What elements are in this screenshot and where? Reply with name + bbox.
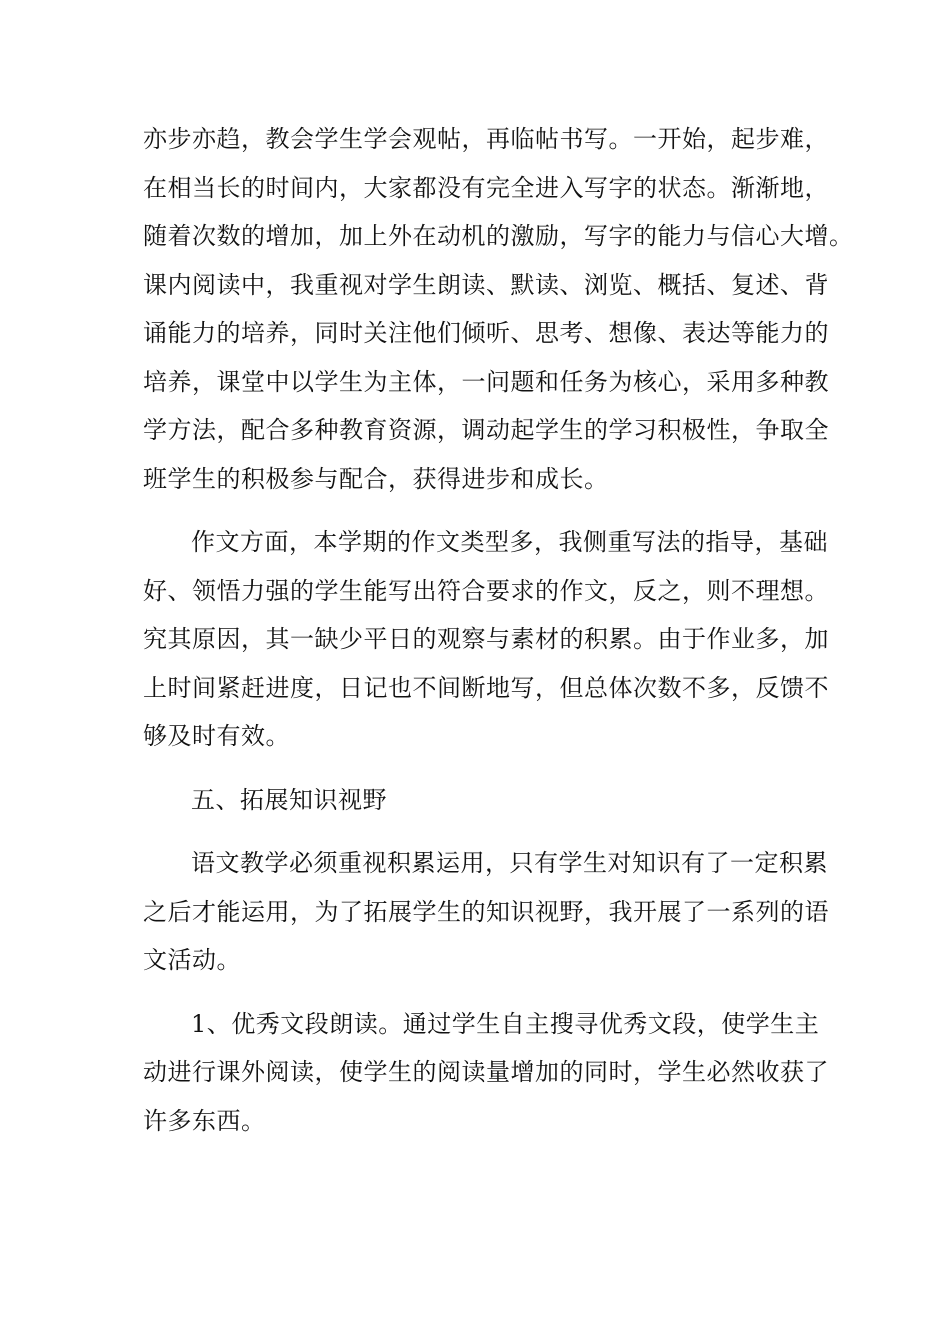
text-line: 随着次数的增加，加上外在动机的激励，写字的能力与信心大增。	[143, 222, 854, 250]
text-line: 之后才能运用，为了拓展学生的知识视野，我开展了一系列的语	[143, 897, 829, 926]
text-line: 课内阅读中，我重视对学生朗读、默读、浏览、概括、复述、背	[143, 270, 829, 299]
paragraph-1	[143, 115, 854, 503]
text-line: 诵能力的培养，同时关注他们倾听、思考、想像、表达等能力的	[143, 319, 829, 347]
text-line: 究其原因，其一缺少平日的观察与素材的积累。由于作业多，加	[143, 625, 829, 653]
text-line: 文活动。	[143, 946, 241, 974]
text-line: 上时间紧赶进度，日记也不间断地写，但总体次数不多，反馈不	[143, 673, 829, 702]
paragraph-4	[143, 1000, 829, 1146]
section-heading	[143, 776, 807, 825]
text-line: 好、领悟力强的学生能写出符合要求的作文，反之，则不理想。	[143, 576, 829, 605]
text-line: 语文教学必须重视积累运用，只有学生对知识有了一定积累	[191, 849, 828, 877]
paragraph-2	[143, 518, 829, 761]
text-line: 学方法，配合多种教育资源，调动起学生的学习积极性，争取全	[143, 416, 829, 444]
text-line: 在相当长的时间内，大家都没有完全进入写字的状态。渐渐地，	[143, 173, 829, 202]
text-line: 亦步亦趋，教会学生学会观帖，再临帖书写。一开始，起步难，	[143, 125, 829, 153]
text-line: 班学生的积极参与配合，获得进步和成长。	[143, 464, 609, 493]
text-line: 许多东西。	[143, 1106, 266, 1135]
text-line: 作文方面，本学期的作文类型多，我侧重写法的指导，基础	[191, 528, 828, 556]
text-line: 动进行课外阅读，使学生的阅读量增加的同时，学生必然收获了	[143, 1058, 829, 1086]
heading-text: 五、拓展知识视野	[191, 785, 387, 814]
text-line: 1、优秀文段朗读。通过学生自主搜寻优秀文段，使学生主	[191, 1009, 820, 1038]
text-line: 够及时有效。	[143, 722, 290, 750]
paragraph-3	[143, 839, 829, 985]
text-line: 培养，课堂中以学生为主体，一问题和任务为核心，采用多种教	[143, 367, 829, 396]
document-body	[143, 115, 854, 1145]
